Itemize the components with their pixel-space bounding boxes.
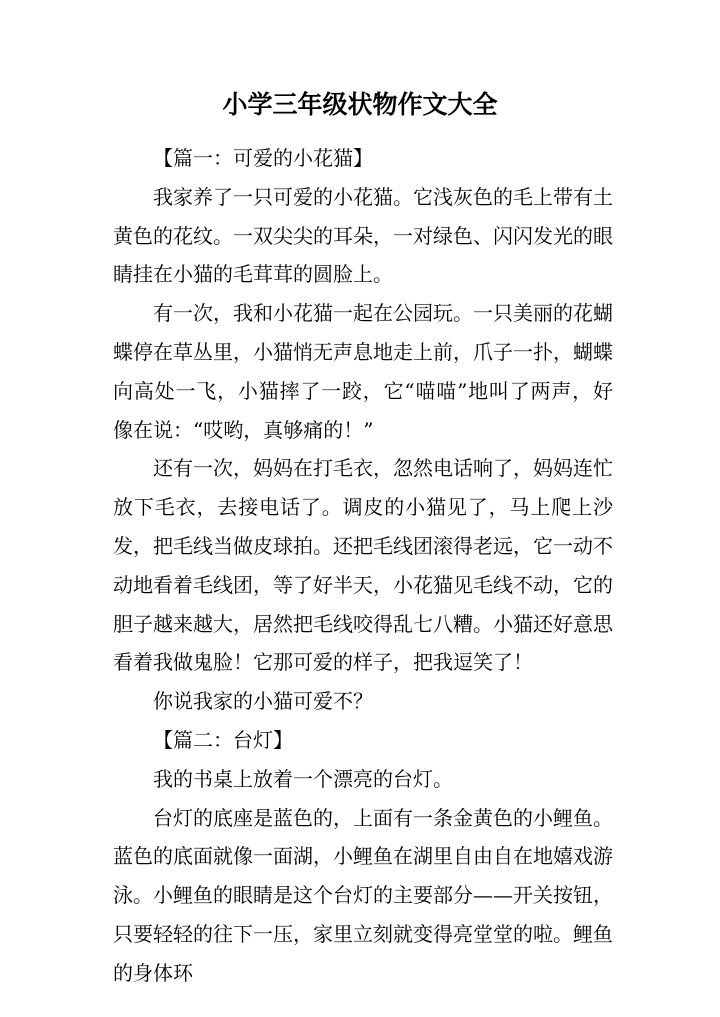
paragraph: 还有一次，妈妈在打毛衣，忽然电话响了，妈妈连忙放下毛衣，去接电话了。调皮的小猫见了，马上爬上沙发，把毛线当做皮球拍。还把毛线团滚得老远，它一动不动地看着毛线团，等了好半天，小花猫见毛线不动，它的胆子越来越大，居然把毛线咬得乱七八糟。小猫还好意思看着我做鬼脸！它那可爱的样子，把我逗笑了！	[113, 456, 613, 675]
paragraph: 我的书桌上放着一个漂亮的台灯。	[153, 766, 453, 791]
paragraph: 我家养了一只可爱的小花猫。它浅灰色的毛上带有土黄色的花纹。一双尖尖的耳朵，一对绿色、闪闪发光的眼睛挂在小猫的毛茸茸的圆脸上。	[113, 184, 613, 287]
section-heading-2: 【篇二：台灯】	[153, 727, 293, 752]
paragraph: 有一次，我和小花猫一起在公园玩。一只美丽的花蝴蝶停在草丛里，小猫悄无声息地走上前，爪子一扑，蝴蝶向高处一飞，小猫摔了一跤，它“喵喵”地叫了两声，好像在说：“哎哟，真够痛的！”	[113, 301, 613, 442]
document-title: 小学三年级状物作文大全	[222, 90, 498, 119]
paragraph: 你说我家的小猫可爱不？	[153, 689, 373, 714]
document-body	[113, 139, 613, 993]
paragraph: 台灯的底座是蓝色的，上面有一条金黄色的小鲤鱼。蓝色的底面就像一面湖，小鲤鱼在湖里自由自在地嬉戏游泳。小鲤鱼的眼睛是这个台灯的主要部分——开关按钮，只要轻轻的往下一压，家里立刻就变得亮堂堂的啦。鲤鱼的身体环	[113, 805, 613, 985]
section-heading-1: 【篇一：可爱的小花猫】	[153, 146, 373, 170]
